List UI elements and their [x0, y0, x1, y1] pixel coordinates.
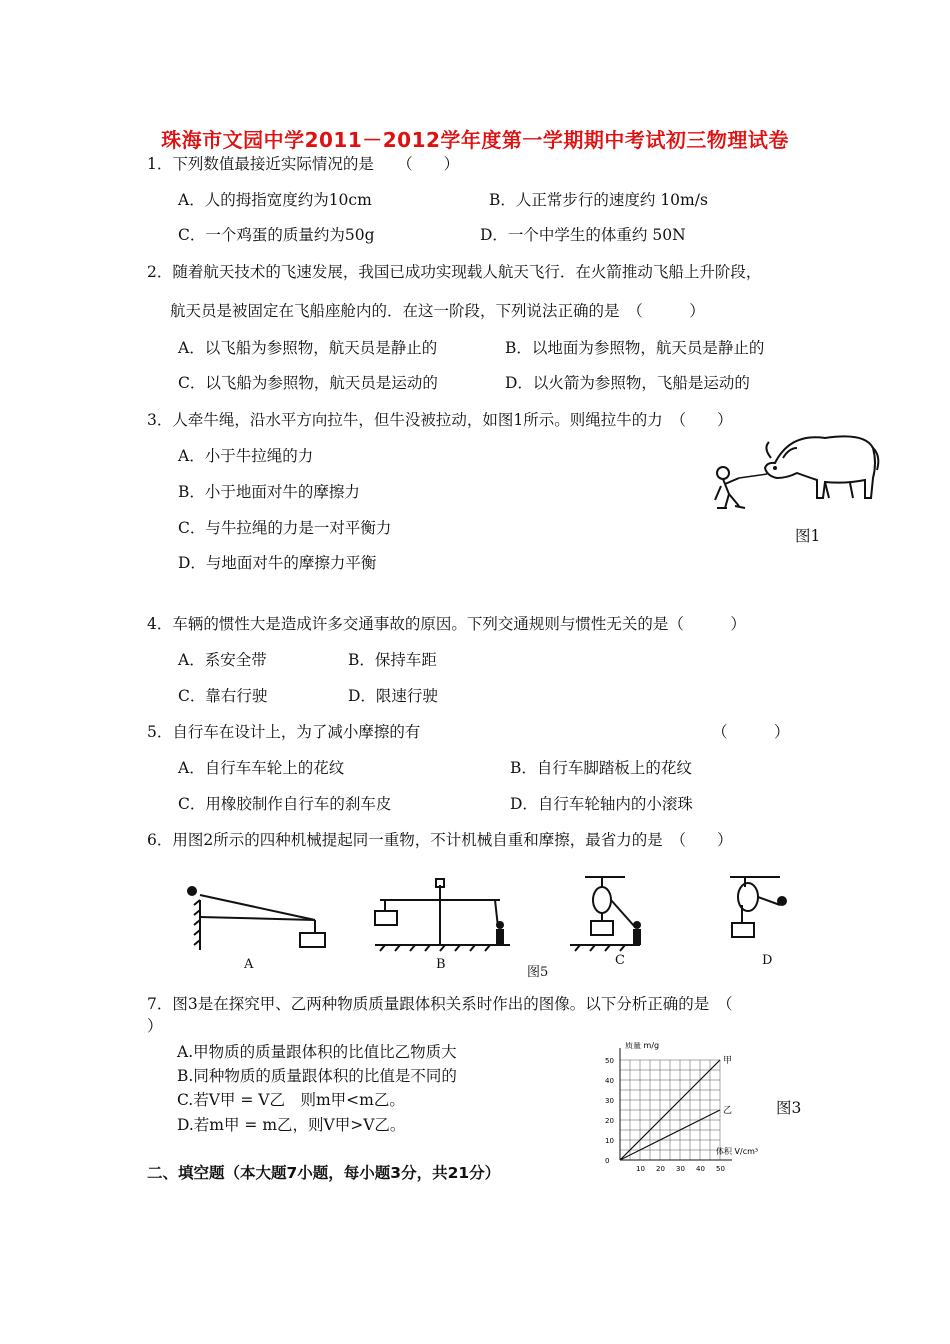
q2-option-a: A．以飞船为参照物，航天员是静止的 — [178, 339, 438, 357]
q4-option-d: D．限速行驶 — [348, 687, 438, 705]
q6-stem: 6．用图2所示的四种机械提起同一重物，不计机械自重和摩擦，最省力的是 （ ） — [147, 831, 733, 849]
q4-option-c: C．靠右行驶 — [178, 687, 268, 705]
chart-x-tick-label: 30 — [676, 1165, 685, 1173]
q2-option-b: B．以地面为参照物，航天员是静止的 — [505, 339, 765, 357]
chart-x-tick-label: 10 — [636, 1165, 645, 1173]
mass-volume-chart — [600, 1042, 785, 1176]
fig-label-a: A — [244, 957, 254, 972]
chart-y-tick-label: 40 — [605, 1077, 614, 1085]
q1-option-d: D．一个中学生的体重约 50N — [480, 226, 686, 244]
q5-option-b: B．自行车脚踏板上的花纹 — [510, 759, 692, 777]
q4-stem: 4．车辆的惯性大是造成许多交通事故的原因。下列交通规则与惯性无关的是（ ） — [147, 615, 746, 633]
q7-stem-end: ） — [147, 1017, 163, 1035]
q7-option-c: C.若V甲 = V乙 则m甲<m乙。 — [177, 1091, 405, 1109]
figure-1-caption: 图1 — [795, 527, 821, 545]
q5-option-a: A．自行车车轮上的花纹 — [178, 759, 345, 777]
q5-option-c: C．用橡胶制作自行车的刹车皮 — [178, 795, 392, 813]
chart-x-tick-label: 40 — [696, 1165, 705, 1173]
q3-option-c: C．与牛拉绳的力是一对平衡力 — [178, 519, 392, 537]
chart-y-tick-label: 50 — [605, 1057, 614, 1065]
fig-label-b: B — [436, 957, 446, 972]
q3-option-b: B．小于地面对牛的摩擦力 — [178, 483, 360, 501]
q2-stem-line2: 航天员是被固定在飞船座舱内的．在这一阶段，下列说法正确的是 （ ） — [170, 302, 705, 320]
q1-stem: 1．下列数值最接近实际情况的是 （ ） — [147, 155, 460, 173]
q4-option-a: A．系安全带 — [178, 651, 267, 669]
four-machines-figure — [170, 865, 810, 975]
figure-5-caption: 图5 — [527, 965, 549, 980]
q5-answer-paren: （ ） — [712, 723, 790, 741]
q3-option-a: A．小于牛拉绳的力 — [178, 447, 314, 465]
q2-stem-line1: 2．随着航天技术的飞速发展，我国已成功实现载人航天飞行．在火箭推动飞船上升阶段， — [147, 263, 762, 281]
fig-label-d: D — [762, 953, 773, 968]
q5-option-d: D．自行车轮轴内的小滚珠 — [510, 795, 693, 813]
chart-series-label-0: 甲 — [723, 1056, 733, 1066]
chart-series-label-1: 乙 — [723, 1106, 733, 1116]
q3-stem: 3．人牵牛绳，沿水平方向拉牛，但牛没被拉动，如图1所示。则绳拉牛的力 （ ） — [147, 411, 733, 429]
q5-stem: 5．自行车在设计上，为了减小摩擦的有 — [147, 723, 421, 741]
q1-option-c: C．一个鸡蛋的质量约为50g — [178, 226, 375, 244]
chart-y-tick-label: 20 — [605, 1117, 614, 1125]
figure-3-caption: 图3 — [776, 1099, 802, 1117]
chart-x-tick-label: 20 — [656, 1165, 665, 1173]
q2-option-d: D．以火箭为参照物，飞船是运动的 — [505, 374, 750, 392]
person-pulling-cow-figure — [705, 428, 885, 520]
chart-x-axis-label: 体积 V/cm³ — [716, 1147, 759, 1156]
q3-option-d: D．与地面对牛的摩擦力平衡 — [178, 554, 377, 572]
q7-stem: 7．图3是在探究甲、乙两种物质质量跟体积关系时作出的图像。以下分析正确的是 （ — [147, 995, 733, 1013]
chart-x-tick-label: 50 — [716, 1165, 725, 1173]
chart-y-axis-label: 质量 m/g — [625, 1042, 660, 1050]
chart-y-tick-label: 30 — [605, 1097, 614, 1105]
section-2-heading: 二、填空题（本大题7小题，每小题3分，共21分） — [147, 1164, 501, 1182]
chart-y-tick-label: 0 — [605, 1157, 610, 1165]
page-title: 珠海市文园中学2011－2012学年度第一学期期中考试初三物理试卷 — [161, 128, 789, 152]
q1-option-b: B．人正常步行的速度约 10m/s — [489, 191, 708, 209]
q2-option-c: C．以飞船为参照物，航天员是运动的 — [178, 374, 438, 392]
q4-option-b: B．保持车距 — [348, 651, 437, 669]
q7-option-a: A.甲物质的质量跟体积的比值比乙物质大 — [177, 1043, 457, 1061]
q7-option-b: B.同种物质的质量跟体积的比值是不同的 — [177, 1067, 457, 1085]
q1-option-a: A．人的拇指宽度约为10cm — [178, 191, 372, 209]
chart-y-tick-label: 10 — [605, 1137, 614, 1145]
fig-label-c: C — [615, 953, 625, 968]
q7-option-d: D.若m甲 = m乙，则V甲>V乙。 — [177, 1116, 406, 1134]
